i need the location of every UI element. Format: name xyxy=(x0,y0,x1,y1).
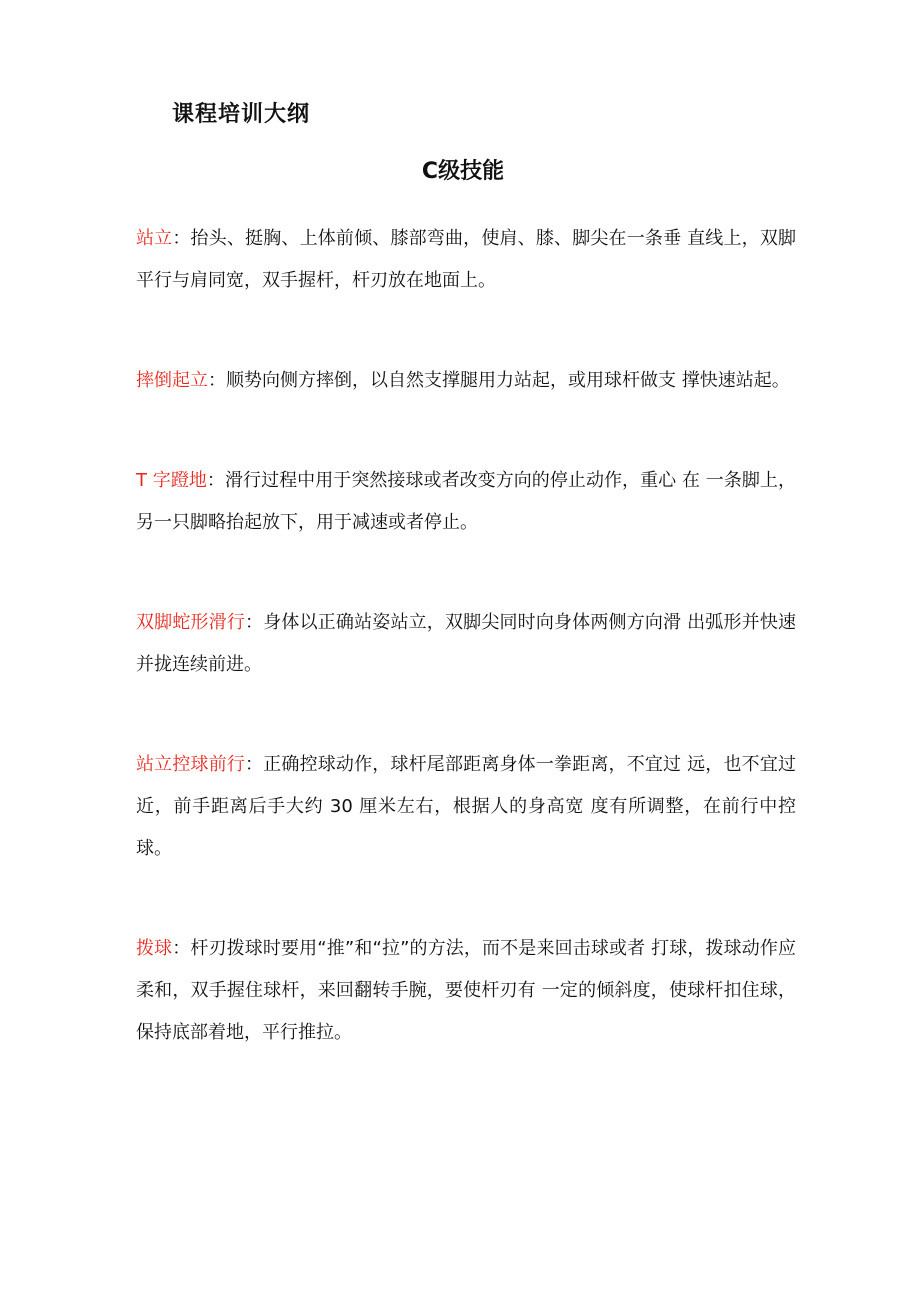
section-text: ：滑行过程中用于突然接球或者改变方向的停止动作，重心 在 一条脚上，另一只脚略抬起放下，用于减速或者停止。 xyxy=(136,470,796,533)
section-text: ：身体以正确站姿站立，双脚尖同时向身体两侧方向滑 出弧形并快速并拢连续前进。 xyxy=(136,612,796,675)
section-stickhandling xyxy=(136,928,796,1054)
section-text: ：抬头、挺胸、上体前倾、膝部弯曲，使肩、膝、脚尖在一条垂 直线上，双脚平行与肩同宽，双手握杆，杆刃放在地面上。 xyxy=(136,228,797,291)
section-text: ：顺势向侧方摔倒，以自然支撑腿用力站起，或用球杆做支 撑快速站起。 xyxy=(208,370,790,391)
section-term: 双脚蛇形滑行 xyxy=(136,612,246,633)
document-title: 课程培训大纲 xyxy=(172,102,311,127)
section-term: T 字蹬地 xyxy=(136,470,207,491)
section-fall-and-rise xyxy=(136,360,796,402)
section-standing-puck-control xyxy=(136,744,796,870)
section-term: 站立 xyxy=(136,228,173,249)
section-term: 摔倒起立 xyxy=(136,370,208,391)
section-text: ：正确控球动作，球杆尾部距离身体一拳距离，不宜过 远，也不宜过近，前手距离后手大约 30 厘米左右，根据人的身高宽 度有所调整，在前行中控球。 xyxy=(136,754,796,859)
section-serpentine-glide xyxy=(136,602,796,686)
section-standing xyxy=(136,218,796,302)
section-term: 站立控球前行 xyxy=(136,754,246,775)
section-term: 拨球 xyxy=(136,938,173,959)
skill-sections xyxy=(136,218,796,1112)
section-t-stop xyxy=(136,460,796,544)
document-subtitle: C级技能 xyxy=(421,159,505,184)
section-text: ：杆刃拨球时要用“推”和“拉”的方法，而不是来回击球或者 打球，拨球动作应柔和，双手握住球杆，来回翻转手腕，要使杆刃有 一定的倾斜度，使球杆扣住球，保持底部着地，平行推拉。 xyxy=(136,938,796,1043)
